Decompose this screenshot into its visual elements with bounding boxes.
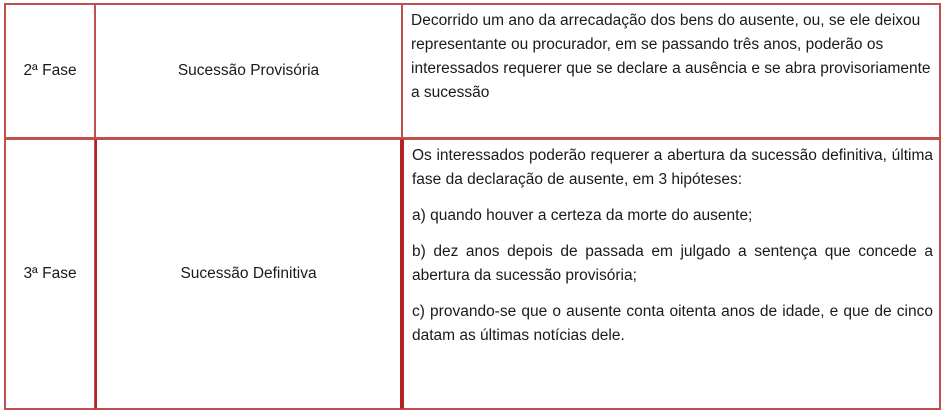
table-row bbox=[5, 4, 940, 139]
phase-name-cell: Sucessão Provisória bbox=[95, 4, 402, 139]
phase-cell: 2ª Fase bbox=[5, 4, 95, 139]
phase-description-cell bbox=[402, 139, 940, 409]
description-item-a: a) quando houver a certeza da morte do ausente; bbox=[412, 207, 753, 224]
phase-description-cell bbox=[402, 4, 940, 139]
description-item-c: c) provando-se que o ausente conta oitenta anos de idade, e que de cinco datam as últimas notícias dele. bbox=[412, 303, 933, 344]
description-item-b: b) dez anos depois de passada em julgado a sentença que concede a abertura da sucessão provisória; bbox=[412, 243, 933, 284]
phases-table bbox=[4, 3, 941, 410]
phase-cell: 3ª Fase bbox=[5, 139, 95, 409]
table-row bbox=[5, 139, 940, 409]
description-text: Decorrido um ano da arrecadação dos bens do ausente, ou, se ele deixou representante ou procurador, em se passando três anos, poderão os interessados requerer que se declare a ausência e se abra provisoriamente a sucessão bbox=[411, 12, 931, 101]
phase-name-cell: Sucessão Definitiva bbox=[95, 139, 402, 409]
description-intro: Os interessados poderão requerer a abertura da sucessão definitiva, última fase da declaração de ausente, em 3 hipóteses: bbox=[412, 147, 933, 188]
